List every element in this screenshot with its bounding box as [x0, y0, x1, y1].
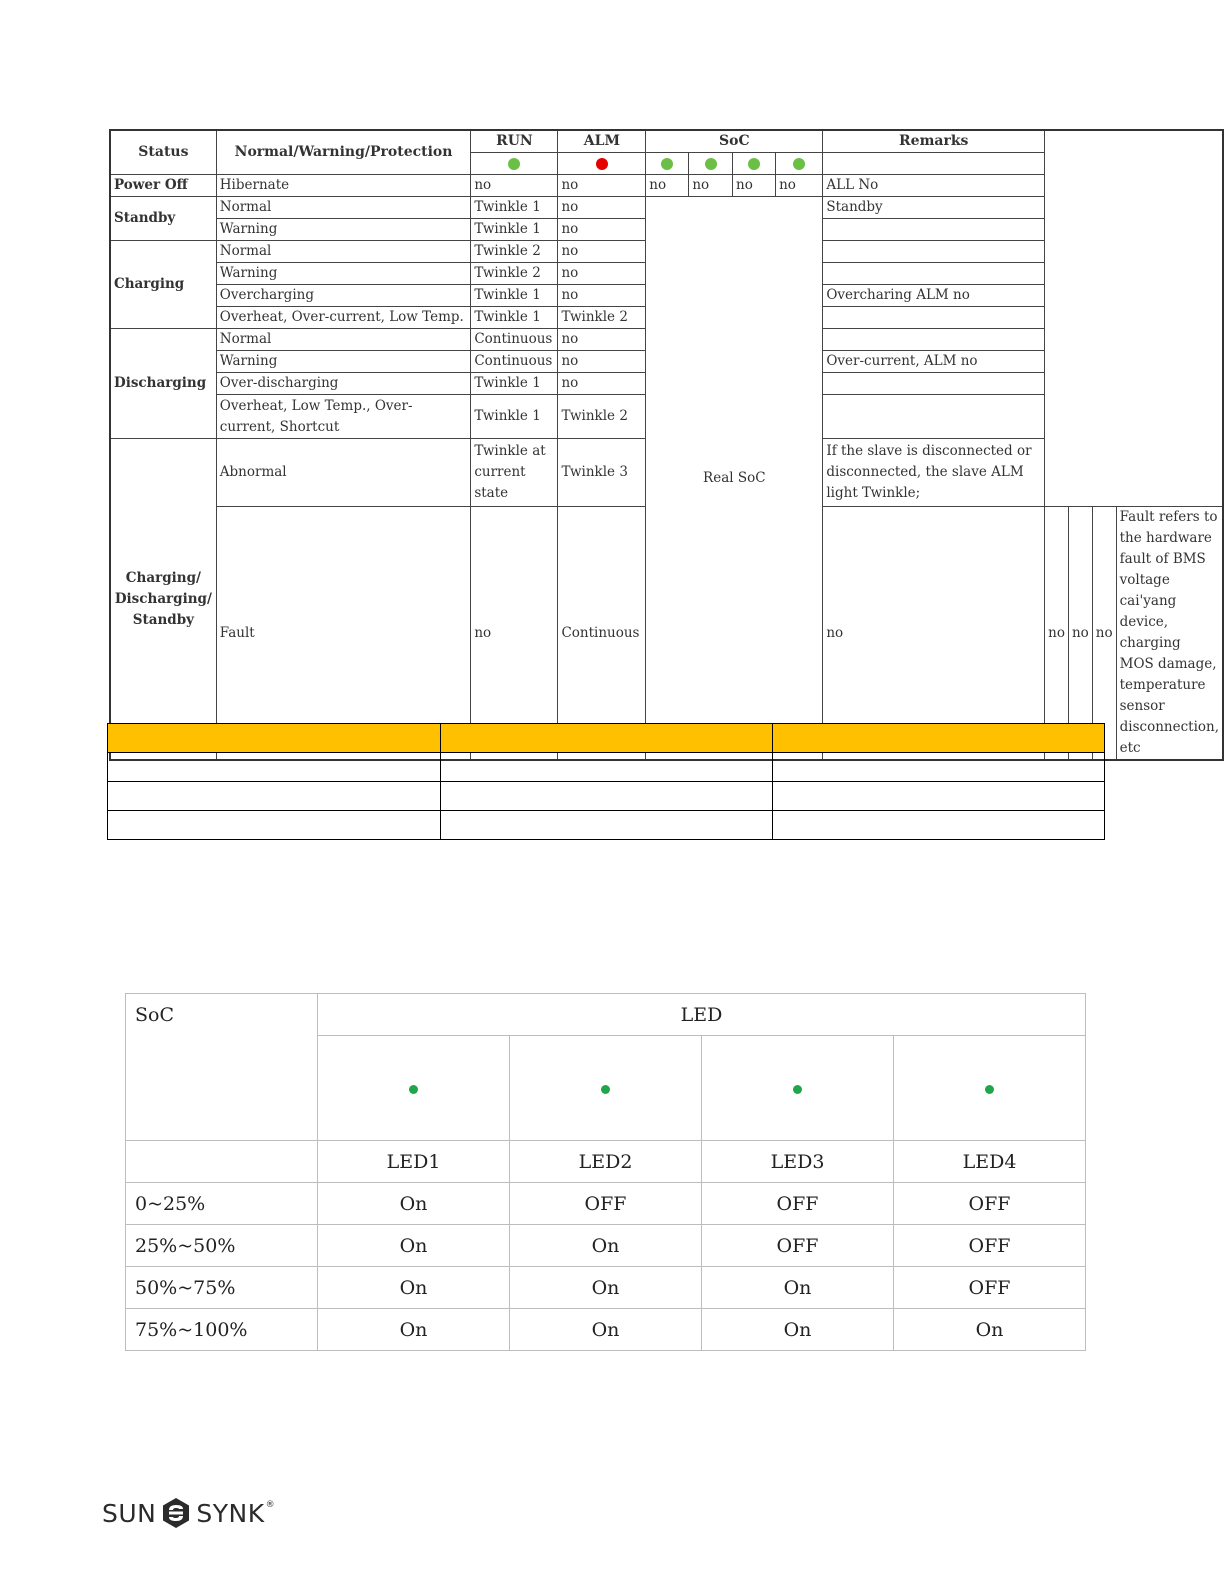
soc-cell: no: [733, 175, 776, 197]
remarks-cell: [823, 395, 1045, 439]
led-state: OFF: [894, 1225, 1086, 1267]
mode-cell: Normal: [216, 197, 471, 219]
soc-led-cell: [646, 153, 689, 175]
led3-dot-icon: [793, 1085, 802, 1094]
status-power-off: Power Off: [110, 175, 216, 197]
soc-led-cell: [733, 153, 776, 175]
alm-cell: no: [558, 373, 646, 395]
alm-cell: no: [558, 241, 646, 263]
alm-cell: no: [558, 197, 646, 219]
soc-cell: no: [823, 507, 1045, 761]
alm-cell: no: [558, 175, 646, 197]
remarks-cell: [823, 373, 1045, 395]
alm-cell: Continuous: [558, 507, 646, 761]
remarks-cell: Over-current, ALM no: [823, 351, 1045, 373]
soc-range: 75%~100%: [126, 1309, 318, 1351]
soc-header: SoC: [646, 130, 823, 153]
soc-cell: no: [1068, 507, 1092, 761]
alm-cell: no: [558, 219, 646, 241]
soc-cell: no: [1092, 507, 1116, 761]
soc-led-1-icon: [661, 158, 673, 170]
remarks-cell: [823, 241, 1045, 263]
led-state: On: [510, 1267, 702, 1309]
blank-label-cell: [126, 1141, 318, 1183]
run-cell: Twinkle 1: [471, 307, 558, 329]
run-cell: Twinkle 1: [471, 395, 558, 439]
run-cell: no: [471, 175, 558, 197]
alm-cell: no: [558, 351, 646, 373]
led-state: OFF: [510, 1183, 702, 1225]
led4-dot-icon: [985, 1085, 994, 1094]
table-row: [108, 811, 1105, 840]
alm-cell: Twinkle 2: [558, 307, 646, 329]
mode-cell: Warning: [216, 351, 471, 373]
remarks-cell: Fault refers to the hardware fault of BMS voltage cai'yang device, charging MOS damage, temperature sensor disconnection, etc: [1116, 507, 1223, 761]
soc-led-4-icon: [793, 158, 805, 170]
table-row: [126, 1267, 1086, 1309]
logo-text-sun: SUN: [102, 1498, 157, 1528]
led-dot-cell: [510, 1036, 702, 1141]
mode-cell: Normal: [216, 241, 471, 263]
soc-led-3-icon: [748, 158, 760, 170]
led-status-table: [109, 129, 1224, 761]
remarks-cell: If the slave is disconnected or disconnected, the slave ALM light Twinkle;: [823, 439, 1045, 507]
header-cell: [108, 724, 441, 753]
status-standby: Standby: [110, 197, 216, 241]
led1-dot-icon: [409, 1085, 418, 1094]
led-dot-cell: [702, 1036, 894, 1141]
table-cell: [773, 811, 1105, 840]
soc-led-cell: [776, 153, 823, 175]
table-cell: [773, 782, 1105, 811]
table-row: [126, 1309, 1086, 1351]
real-soc-cell: Real SoC: [646, 197, 823, 761]
alm-led-cell: [558, 153, 646, 175]
led-state: OFF: [702, 1183, 894, 1225]
run-header: RUN: [471, 130, 558, 153]
mode-cell: Overcharging: [216, 285, 471, 307]
mode-cell: Overheat, Low Temp., Over-current, Shortcut: [216, 395, 471, 439]
remarks-cell: [823, 219, 1045, 241]
run-cell: Continuous: [471, 329, 558, 351]
table-cell: [441, 782, 773, 811]
soc-cell: no: [776, 175, 823, 197]
soc-cell: no: [646, 175, 689, 197]
led-state: On: [510, 1309, 702, 1351]
soc-range: 50%~75%: [126, 1267, 318, 1309]
status-discharging: Discharging: [110, 329, 216, 439]
soc-header: SoC: [126, 994, 318, 1141]
alm-cell: no: [558, 329, 646, 351]
sunsynk-logo: [102, 1496, 275, 1530]
remarks-header: Remarks: [823, 130, 1045, 153]
status-header: Status: [110, 130, 216, 175]
led2-dot-icon: [601, 1085, 610, 1094]
soc-led-cell: [689, 153, 733, 175]
alm-led-icon: [596, 158, 608, 170]
run-cell: Twinkle at current state: [471, 439, 558, 507]
led-label: LED4: [894, 1141, 1086, 1183]
table-cell: [108, 753, 441, 782]
soc-range: 0~25%: [126, 1183, 318, 1225]
table-cell: [441, 811, 773, 840]
empty-header-table: [107, 723, 1105, 840]
header-cell: [441, 724, 773, 753]
table-row: [126, 1183, 1086, 1225]
table-row: [108, 782, 1105, 811]
run-cell: Twinkle 1: [471, 285, 558, 307]
run-cell: Twinkle 2: [471, 263, 558, 285]
status-charging: Charging: [110, 241, 216, 329]
soc-led-table: [125, 993, 1086, 1351]
run-cell: Twinkle 1: [471, 197, 558, 219]
table-cell: [773, 753, 1105, 782]
remarks-cell: Standby: [823, 197, 1045, 219]
led-state: On: [318, 1309, 510, 1351]
led-state: On: [510, 1225, 702, 1267]
mode-cell: Warning: [216, 219, 471, 241]
soc-cell: no: [1045, 507, 1069, 761]
logo-text-synk: SYNK: [196, 1498, 265, 1528]
run-cell: Continuous: [471, 351, 558, 373]
alm-cell: no: [558, 263, 646, 285]
led-state: OFF: [894, 1183, 1086, 1225]
led-label: LED3: [702, 1141, 894, 1183]
table-cell: [108, 811, 441, 840]
alm-cell: Twinkle 2: [558, 395, 646, 439]
led-state: OFF: [894, 1267, 1086, 1309]
run-cell: Twinkle 1: [471, 219, 558, 241]
soc-range: 25%~50%: [126, 1225, 318, 1267]
led-state: On: [894, 1309, 1086, 1351]
table-row: [108, 753, 1105, 782]
sunsynk-mark-icon: [160, 1497, 192, 1529]
run-led-cell: [471, 153, 558, 175]
remarks-cell: ALL No: [823, 175, 1045, 197]
mode-cell: Fault: [216, 507, 471, 761]
remarks-blank-cell: [823, 153, 1045, 175]
table-row: [126, 1225, 1086, 1267]
led-label: LED1: [318, 1141, 510, 1183]
mode-cell: Overheat, Over-current, Low Temp.: [216, 307, 471, 329]
led-state: On: [702, 1309, 894, 1351]
status-charging-discharging-standby: Charging/ Discharging/ Standby: [110, 439, 216, 761]
table-cell: [441, 753, 773, 782]
led-dot-cell: [894, 1036, 1086, 1141]
table-header-row: [108, 724, 1105, 753]
run-cell: Twinkle 1: [471, 373, 558, 395]
soc-cell: no: [689, 175, 733, 197]
mode-cell: Warning: [216, 263, 471, 285]
header-cell: [773, 724, 1105, 753]
led-dot-cell: [318, 1036, 510, 1141]
run-cell: no: [471, 507, 558, 761]
remarks-cell: Overcharing ALM no: [823, 285, 1045, 307]
alm-header: ALM: [558, 130, 646, 153]
mode-cell: Normal: [216, 329, 471, 351]
table-cell: [108, 782, 441, 811]
registered-mark: ®: [265, 1500, 276, 1510]
soc-led-2-icon: [705, 158, 717, 170]
remarks-cell: [823, 329, 1045, 351]
mode-header: Normal/Warning/Protection: [216, 130, 471, 175]
led-state: On: [702, 1267, 894, 1309]
run-cell: Twinkle 2: [471, 241, 558, 263]
alm-cell: Twinkle 3: [558, 439, 646, 507]
mode-cell: Abnormal: [216, 439, 471, 507]
run-led-icon: [508, 158, 520, 170]
led-label: LED2: [510, 1141, 702, 1183]
alm-cell: no: [558, 285, 646, 307]
remarks-cell: [823, 307, 1045, 329]
led-state: On: [318, 1183, 510, 1225]
led-state: OFF: [702, 1225, 894, 1267]
remarks-cell: [823, 263, 1045, 285]
led-state: On: [318, 1225, 510, 1267]
led-header: LED: [318, 994, 1086, 1036]
mode-cell: Over-discharging: [216, 373, 471, 395]
mode-cell: Hibernate: [216, 175, 471, 197]
led-state: On: [318, 1267, 510, 1309]
